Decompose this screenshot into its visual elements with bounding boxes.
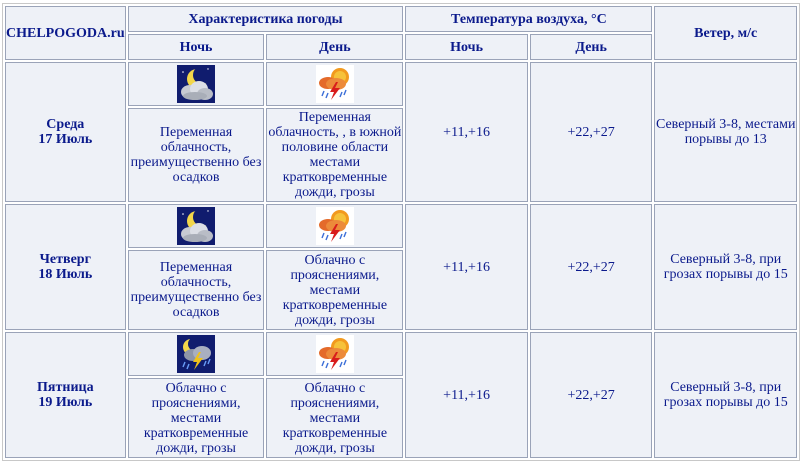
- day-description: Облачно с прояснениями, местами кратковременные дожди, грозы: [266, 378, 403, 458]
- day-icon-cell: [266, 204, 403, 248]
- cloud-moon-icon: [177, 207, 215, 245]
- night-description: Облачно с прояснениями, местами кратковременные дожди, грозы: [128, 378, 265, 458]
- night-icon-cell: [128, 332, 265, 376]
- temp-night: +11,+16: [405, 62, 528, 202]
- night-icon-cell: [128, 204, 265, 248]
- temp-night-header: Ночь: [405, 34, 528, 60]
- weekday: Четверг: [39, 252, 91, 267]
- wind-value: Северный 3-8, при грозах порывы до 15: [654, 204, 797, 330]
- temp-day-header: День: [530, 34, 653, 60]
- day-icon-cell: [266, 332, 403, 376]
- weekday: Пятница: [37, 380, 94, 395]
- cloud-moon-icon: [177, 65, 215, 103]
- day-description: Переменная облачность, , в южной половине области местами кратковременные дожди, грозы: [268, 110, 402, 200]
- day-label: [5, 332, 126, 458]
- temp-night: +11,+16: [405, 204, 528, 330]
- thunderstorm-sun-icon: [316, 207, 354, 245]
- thunderstorm-sun-icon: [316, 335, 354, 373]
- date: 17 Июль: [38, 132, 93, 147]
- wind-value: Северный 3-8, при грозах порывы до 15: [654, 332, 797, 458]
- weekday: Среда: [46, 117, 85, 132]
- weather-header: Характеристика погоды: [128, 6, 404, 32]
- thunderstorm-sun-icon: [316, 65, 354, 103]
- wind-value: Северный 3-8, местами порывы до 13: [654, 62, 797, 202]
- weather-night-header: Ночь: [128, 34, 265, 60]
- night-icon-cell: [128, 62, 265, 106]
- temp-night: +11,+16: [405, 332, 528, 458]
- day-description: Облачно с прояснениями, местами кратковременные дожди, грозы: [266, 250, 403, 330]
- temp-day: +22,+27: [530, 204, 653, 330]
- day-icon-cell: [266, 62, 403, 106]
- site-brand: CHELPOGODA.ru: [5, 6, 126, 60]
- date: 18 Июль: [38, 267, 93, 282]
- weather-day-header: День: [266, 34, 403, 60]
- thunderstorm-moon-icon: [177, 335, 215, 373]
- night-description: Переменная облачность, преимущественно без осадков: [128, 250, 265, 330]
- forecast-table: [2, 3, 800, 461]
- night-description: Переменная облачность, преимущественно без осадков: [128, 108, 265, 202]
- temp-day: +22,+27: [530, 332, 653, 458]
- temperature-header: Температура воздуха, °С: [405, 6, 652, 32]
- day-label: [5, 62, 126, 202]
- date: 19 Июль: [38, 395, 93, 410]
- temp-day: +22,+27: [530, 62, 653, 202]
- wind-header: Ветер, м/с: [654, 6, 797, 60]
- day-label: [5, 204, 126, 330]
